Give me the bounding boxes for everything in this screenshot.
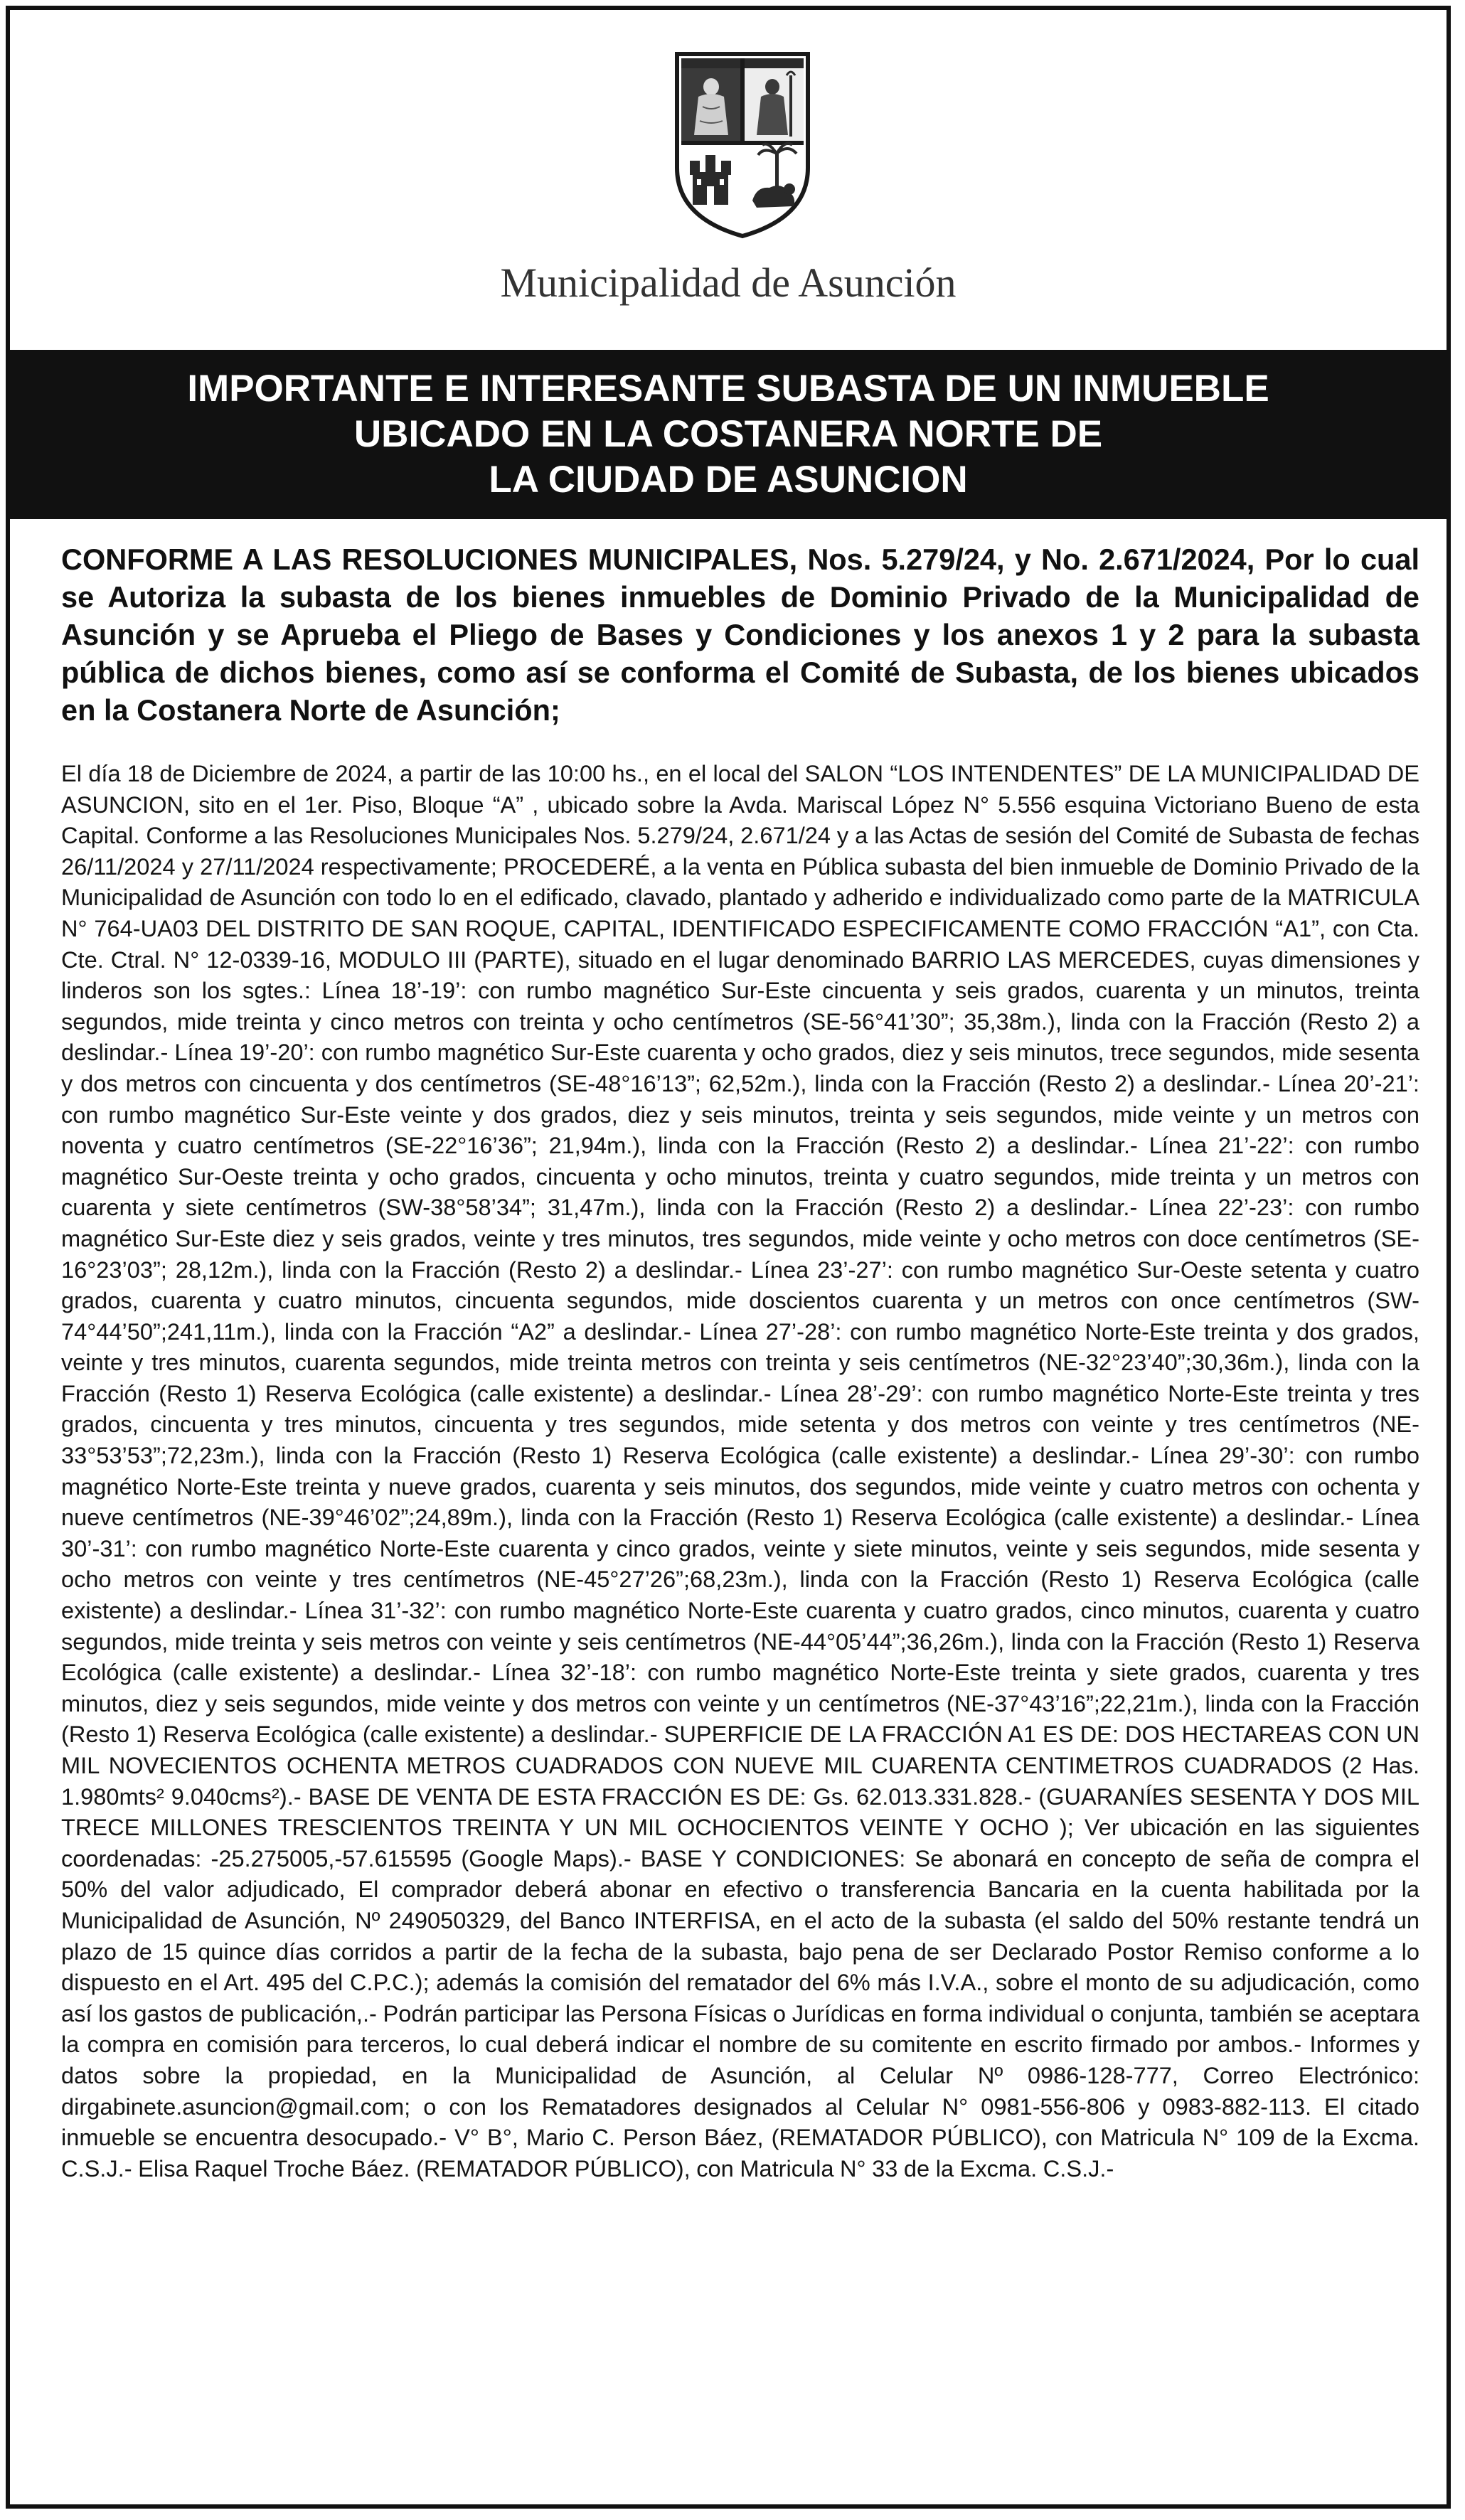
body-paragraph: El día 18 de Diciembre de 2024, a partir de las 10:00 hs., en el local del SALON “LOS INTENDENTES” DE LA MUNICIPALIDAD DE ASUNCION, sito en el 1er. Piso, Bloque “A” , ubicado sobre la Avda. Mariscal López N° 5.556 esquina Victoriano Bueno de esta Capital. Conforme a las Resoluciones Municipales Nos. 5.279/24, 2.671/24 y a las Actas de sesión del Comité de Subasta de fechas 26/11/2024 y 27/11/2024 respectivamente; PROCEDERÉ, a la venta en Pública subasta del bien inmueble de Dominio Privado de la Municipalidad de Asunción con todo lo en el edificado, clavado, plantado y adherido e individualizado como parte de la MATRICULA N° 764-UA03 DEL DISTRITO DE SAN ROQUE, CAPITAL, IDENTIFICADO ESPECIFICAMENTE COMO FRACCIÓN “A1”, con Cta. Cte. Ctral. N° 12-0339-16, MODULO III (PARTE), situado en el lugar denominado BARRIO LAS MERCEDES, cuyas dimensiones y linderos son los sgtes.: Línea 18’-19’: con rumbo magnético Sur-Este cincuenta y seis grados, cuarenta y un minutos, treinta segundos, mide treinta y cinco metros con treinta y ocho centímetros (SE-56°41’30”; 35,38m.), linda con la Fracción (Resto 2) a deslindar.- Línea 19’-20’: con rumbo magnético Sur-Este cuarenta y ocho grados, diez y seis minutos, trece segundos, mide sesenta y dos metros con cincuenta y dos centímetros (SE-48°16’13”; 62,52m.), linda con la Fracción (Resto 2) a deslindar.- Línea 20’-21’: con rumbo magnético Sur-Este veinte y dos grados, diez y seis minutos, treinta y seis segundos, mide veinte y un metros con noventa y cuatro centímetros (SE-22°16’36”; 21,94m.), linda con la Fracción (Resto 2) a deslindar.- Línea 21’-22’: con rumbo magnético Sur-Oeste treinta y ocho grados, cincuenta y ocho minutos, treinta y cuatro segundos, mide treinta y un metros con cuarenta y siete centímetros (SW-38°58’34”; 31,47m.), linda con la Fracción (Resto 2) a deslindar.- Línea 22’-23’: con rumbo magnético Sur-Este diez y seis grados, veinte y tres minutos, tres segundos, mide veinte y ocho metros con doce centímetros (SE-16°23’03”; 28,12m.), linda con la Fracción (Resto 2) a deslindar.- Línea 23’-27’: con rumbo magnético Sur-Oeste setenta y cuatro grados, cuarenta y cuatro minutos, cincuenta segundos, mide doscientos cuarenta y un metros con once centímetros (SW-74°44’50”;241,11m.), linda con la Fracción “A2” a deslindar.- Línea 27’-28’: con rumbo magnético Norte-Este treinta y dos grados, veinte y tres minutos, cuarenta segundos, mide treinta metros con treinta y seis centímetros (NE-32°23’40”;30,36m.), linda con la Fracción (Resto 1) Reserva Ecológica (calle existente) a deslindar.- Línea 28’-29’: con rumbo magnético Norte-Este treinta y tres grados, cincuenta y tres minutos, cincuenta y tres segundos, mide setenta y dos metros con veinte y tres centímetros (NE-33°53’53”;72,23m.), linda con la Fracción (Resto 1) Reserva Ecológica (calle existente) a deslindar.- Línea 29’-30’: con rumbo magnético Norte-Este treinta y nueve grados, cuarenta y seis minutos, dos segundos, mide veinte y cuatro metros con ochenta y nueve centímetros (NE-39°46’02”;24,89m.), linda con la Fracción (Resto 1) Reserva Ecológica (calle existente) a deslindar.- Línea 30’-31’: con rumbo magnético Norte-Este cuarenta y cinco grados, veinte y siete minutos, veinte y seis segundos, mide sesenta y ocho metros con veinte y tres centímetros (NE-45°27’26”;68,23m.), linda con la Fracción (Resto 1) Reserva Ecológica (calle existente) a deslindar.- Línea 31’-32’: con rumbo magnético Norte-Este cuarenta y cuatro grados, cinco minutos, cuarenta y cuatro segundos, mide treinta y seis metros con veinte y seis centímetros (NE-44°05’44”;36,26m.), linda con la Fracción (Resto 1) Reserva Ecológica (calle existente) a deslindar.- Línea 32’-18’: con rumbo magnético Norte-Este treinta y siete grados, cuarenta y tres minutos, diez y seis segundos, mide veinte y dos metros con veinte y un centímetros (NE-37°43’16”;22,21m.), linda con la Fracción (Resto 1) Reserva Ecológica (calle existente) a deslindar.- SUPERFICIE DE LA FRACCIÓN A1 ES DE: DOS HECTAREAS CON UN MIL NOVECIENTOS OCHENTA METROS CUADRADOS CON NUEVE MIL CUARENTA CENTIMETROS CUADRADOS (2 Has. 1.980mts² 9.040cms²).- BASE DE VENTA DE ESTA FRACCIÓN ES DE: Gs. 62.013.331.828.- (GUARANÍES SESENTA Y DOS MIL TRECE MILLONES TRESCIENTOS TREINTA Y UN MIL OCHOCIENTOS VEINTE Y OCHO ); Ver ubicación en las siguientes coordenadas: -25.275005,-57.615595 (Google Maps).- BASE Y CONDICIONES: Se abonará en concepto de seña de compra el 50% del valor adjudicado, El comprador deberá abonar en efectivo o transferencia Bancaria en la cuenta habilitada por la Municipalidad de Asunción, Nº 249050329, del Banco INTERFISA, en el acto de la subasta (el saldo del 50% restante tendrá un plazo de 15 quince días corridos a partir de la fecha de la subasta, bajo pena de ser Declarado Postor Remiso conforme a lo dispuesto en el Art. 495 del C.P.C.); además la comisión del rematador del 6% más I.V.A., sobre el monto de su adjudicación, como así los gastos de publicación,.- Podrán participar las Persona Físicas o Jurídicas en forma individual o conjunta, también se aceptara la compra en comisión para terceros, lo cual deberá indicar el nombre de su comitente en escrito firmado por ambos.- Informes y datos sobre la propiedad, en la Municipalidad de Asunción, al Celular Nº 0986-128-777, Correo Electrónico: dirgabinete.asuncion@gmail.com; o con los Rematadores designados al Celular N° 0981-556-806 y 0983-882-113. El citado inmueble se encuentra desocupado.- V° B°, Mario C. Person Báez, (REMATADOR PÚBLICO), con Matricula N° 109 de la Excma. C.S.J.- Elisa Raquel Troche Báez. (REMATADOR PÚBLICO), con Matricula N° 33 de la Excma. C.S.J.-	[61, 760, 1419, 2182]
notice-frame	[6, 6, 1451, 2509]
title-banner	[10, 350, 1447, 519]
lead-paragraph: CONFORME A LAS RESOLUCIONES MUNICIPALES, Nos. 5.279/24, y No. 2.671/2024, Por lo cual se Autoriza la subasta de los bienes inmuebles de Dominio Privado de la Municipalidad de Asunción y se Aprueba el Pliego de Bases y Condiciones y los anexos 1 y 2 para la subasta pública de dichos bienes, como así se conforma el Comité de Subasta, de los bienes ubicados en la Costanera Norte de Asunción;	[61, 543, 1419, 727]
header	[10, 10, 1447, 350]
title-line-3: LA CIUDAD DE ASUNCION	[489, 459, 968, 501]
title-line-1: IMPORTANTE E INTERESANTE SUBASTA DE UN INMUEBLE	[187, 368, 1269, 410]
institution-name: Municipalidad de Asunción	[500, 260, 957, 306]
title-line-2: UBICADO EN LA COSTANERA NORTE DE	[353, 413, 1103, 455]
municipal-coat-of-arms-icon	[671, 47, 814, 239]
